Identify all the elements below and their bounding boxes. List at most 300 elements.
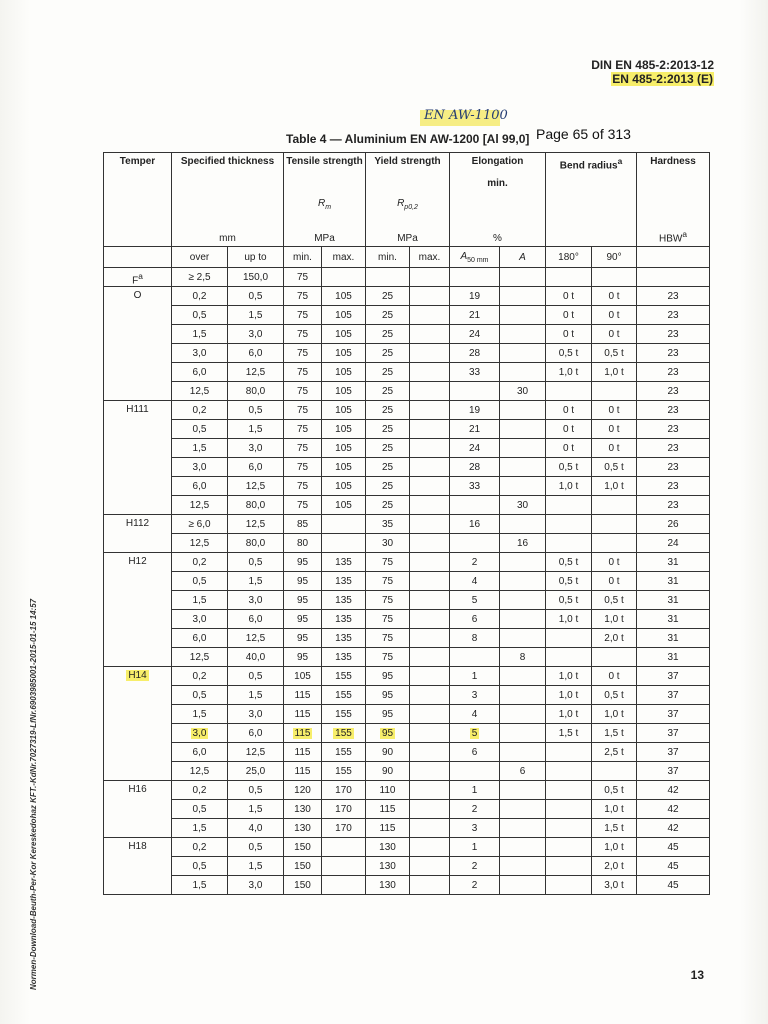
cell-value: 31 <box>667 632 679 644</box>
cell-value: 37 <box>667 746 679 758</box>
table-cell <box>450 553 500 572</box>
table-cell <box>500 496 546 515</box>
cell-value: 4,0 <box>248 822 263 834</box>
table-cell <box>172 496 228 515</box>
table-cell <box>500 610 546 629</box>
cell-value: 30 <box>381 537 394 549</box>
table-cell <box>592 629 637 648</box>
table-cell <box>592 325 637 344</box>
table-cell <box>322 363 366 382</box>
table-cell <box>410 838 450 857</box>
table-cell <box>322 629 366 648</box>
cell-value: 0,2 <box>192 841 207 853</box>
table-cell <box>637 762 710 781</box>
table-cell <box>546 553 592 572</box>
table-row <box>104 401 710 420</box>
cell-value: 1,5 t <box>558 727 579 739</box>
table-cell <box>450 762 500 781</box>
cell-value: 130 <box>379 879 396 891</box>
table-cell <box>637 325 710 344</box>
table-cell <box>500 857 546 876</box>
cell-value: 105 <box>335 385 352 397</box>
cell-value: 6 <box>471 746 478 758</box>
table-cell <box>284 629 322 648</box>
table-cell <box>410 553 450 572</box>
table-cell <box>546 724 592 743</box>
cell-value: 0,5 <box>192 689 207 701</box>
cell-value: 0,5 t <box>604 594 624 606</box>
cell-value: 37 <box>667 670 679 682</box>
table-cell <box>592 876 637 895</box>
table-cell <box>546 610 592 629</box>
table-cell <box>228 762 284 781</box>
cell-value: 6,0 <box>248 461 263 473</box>
table-cell <box>637 800 710 819</box>
table-cell <box>637 781 710 800</box>
unit-percent: % <box>450 224 546 247</box>
table-cell <box>500 268 546 287</box>
cell-value: 150,0 <box>242 271 269 283</box>
table-cell <box>450 496 500 515</box>
table-cell <box>284 553 322 572</box>
table-cell <box>322 306 366 325</box>
table-cell <box>500 686 546 705</box>
table-row <box>104 553 710 572</box>
cell-value: 12,5 <box>245 518 266 530</box>
cell-value: 2 <box>471 879 478 891</box>
table-cell <box>546 325 592 344</box>
table-cell <box>592 458 637 477</box>
table-cell <box>500 629 546 648</box>
rp-symbol: R <box>397 198 405 209</box>
table-cell <box>450 344 500 363</box>
table-cell <box>500 477 546 496</box>
table-cell <box>322 705 366 724</box>
cell-value: 150 <box>294 841 311 853</box>
cell-value: 115 <box>294 746 311 758</box>
table-cell <box>450 591 500 610</box>
temper-cell <box>104 515 172 534</box>
cell-value: 12,5 <box>245 632 266 644</box>
cell-value: 0,5 t <box>558 461 579 473</box>
table-row <box>104 458 710 477</box>
cell-value: 0 t <box>608 328 620 340</box>
cell-value: 0,2 <box>192 404 207 416</box>
table-cell <box>366 819 410 838</box>
table-cell <box>410 477 450 496</box>
table-row <box>104 648 710 667</box>
col-180: 180° <box>546 247 592 268</box>
table-cell <box>284 325 322 344</box>
table-cell <box>366 743 410 762</box>
cell-value: 25 <box>381 366 394 378</box>
cell-value: 75 <box>296 347 309 359</box>
table-cell <box>546 629 592 648</box>
table-cell <box>284 439 322 458</box>
cell-value: 0,5 <box>192 803 207 815</box>
cell-value: 3 <box>471 822 478 834</box>
table-cell <box>172 667 228 686</box>
table-row <box>104 667 710 686</box>
table-cell <box>284 857 322 876</box>
table-cell <box>410 458 450 477</box>
cell-value: 21 <box>468 423 481 435</box>
table-cell <box>500 819 546 838</box>
table-cell <box>172 344 228 363</box>
cell-value: 23 <box>667 442 679 454</box>
header-hardness: Hardness <box>637 153 710 199</box>
cell-value: 135 <box>335 594 352 606</box>
table-cell <box>366 401 410 420</box>
cell-value: 155 <box>335 746 352 758</box>
table-cell <box>500 306 546 325</box>
table-cell <box>366 705 410 724</box>
cell-value: 25 <box>381 404 394 416</box>
cell-value: 23 <box>667 461 679 473</box>
cell-value: 0 t <box>608 423 620 435</box>
cell-value: 33 <box>468 366 481 378</box>
table-cell <box>637 705 710 724</box>
table-cell <box>592 382 637 401</box>
table-cell <box>410 724 450 743</box>
table-cell <box>637 439 710 458</box>
cell-value: 0,5 t <box>604 461 624 473</box>
table-cell <box>410 591 450 610</box>
cell-value: 3,0 <box>192 613 207 625</box>
table-cell <box>637 401 710 420</box>
header-temper: Temper <box>104 153 172 199</box>
table-cell <box>637 477 710 496</box>
cell-value: 115 <box>294 708 311 720</box>
cell-value: 24 <box>667 537 679 549</box>
table-cell <box>410 610 450 629</box>
table-cell <box>410 439 450 458</box>
table-cell <box>592 515 637 534</box>
cell-value: 0,5 <box>248 841 263 853</box>
a50-symbol: A <box>460 250 468 262</box>
elongation-label: Elongation <box>471 156 524 167</box>
cell-value: 150 <box>294 860 311 872</box>
cell-value: 0,2 <box>192 556 207 568</box>
table-cell <box>366 781 410 800</box>
cell-value: 0,5 t <box>558 556 579 568</box>
cell-value: 0,2 <box>192 784 207 796</box>
table-cell <box>284 268 322 287</box>
cell-value: 1,5 t <box>604 727 624 739</box>
table-row <box>104 743 710 762</box>
table-cell <box>228 325 284 344</box>
header-thickness: Specified thickness <box>172 153 284 199</box>
header-elongation <box>450 153 546 199</box>
table-cell <box>410 325 450 344</box>
cell-value: 28 <box>468 461 481 473</box>
cell-value: 1,5 <box>248 689 263 701</box>
cell-value: 105 <box>335 404 352 416</box>
cell-value: 25 <box>381 328 394 340</box>
cell-value: 115 <box>294 689 311 701</box>
table-cell <box>284 705 322 724</box>
table-cell <box>172 876 228 895</box>
table-cell <box>322 439 366 458</box>
table-cell <box>366 287 410 306</box>
cell-value: 2,5 t <box>604 746 624 758</box>
table-cell <box>172 610 228 629</box>
cell-value: 1 <box>471 670 478 682</box>
table-cell <box>322 401 366 420</box>
cell-value: 1 <box>471 784 478 796</box>
table-cell <box>500 344 546 363</box>
table-cell <box>637 287 710 306</box>
cell-value: 0 t <box>562 290 575 302</box>
table-cell <box>172 857 228 876</box>
table-cell <box>172 724 228 743</box>
cell-value: 33 <box>468 480 481 492</box>
cell-value: 6,0 <box>248 727 263 739</box>
table-cell <box>322 572 366 591</box>
cell-value: 23 <box>667 385 679 397</box>
table-cell <box>450 325 500 344</box>
table-cell <box>500 287 546 306</box>
cell-value: 75 <box>296 385 309 397</box>
table-cell <box>228 648 284 667</box>
cell-value: 1,5 <box>192 594 207 606</box>
cell-value: 155 <box>335 727 352 739</box>
table-cell <box>450 629 500 648</box>
cell-value: 0 t <box>562 442 575 454</box>
col-tensile-min: min. <box>284 247 322 268</box>
table-cell <box>592 401 637 420</box>
table-cell <box>228 591 284 610</box>
table-cell <box>546 857 592 876</box>
table-caption: Table 4 — Aluminium EN AW-1200 [Al 99,0] <box>286 132 530 146</box>
table-cell <box>366 610 410 629</box>
cell-value: 75 <box>296 309 309 321</box>
cell-value: 3,0 <box>192 347 207 359</box>
table-row <box>104 534 710 553</box>
cell-value: 120 <box>294 784 311 796</box>
table-cell <box>322 553 366 572</box>
table-cell <box>500 876 546 895</box>
table-cell <box>546 591 592 610</box>
table-cell <box>228 781 284 800</box>
table-cell <box>172 287 228 306</box>
table-cell <box>450 363 500 382</box>
hbw-label: HBW <box>659 233 683 244</box>
cell-value: 0,5 <box>248 556 263 568</box>
table-cell <box>410 534 450 553</box>
cell-value: 0,5 t <box>558 347 579 359</box>
cell-value: 3,0 <box>192 461 207 473</box>
table-cell <box>592 572 637 591</box>
cell-value: 0,5 <box>192 860 207 872</box>
temper-cell <box>104 401 172 420</box>
table-cell <box>637 743 710 762</box>
cell-value: 4 <box>471 575 478 587</box>
cell-value: 75 <box>296 423 309 435</box>
table-row <box>104 781 710 800</box>
table-row <box>104 819 710 838</box>
cell-value: 37 <box>667 765 679 777</box>
table-cell <box>500 363 546 382</box>
cell-value: 1,0 t <box>604 480 624 492</box>
table-cell <box>322 667 366 686</box>
bend-radius-label: Bend radius <box>559 160 618 172</box>
table-cell <box>637 515 710 534</box>
table-cell <box>410 287 450 306</box>
table-cell <box>592 705 637 724</box>
table-cell <box>637 572 710 591</box>
cell-value: 0 t <box>562 309 575 321</box>
table-row <box>104 629 710 648</box>
cell-value: 130 <box>379 860 396 872</box>
document-header <box>591 58 714 86</box>
cell-value: 0,5 t <box>558 594 579 606</box>
table-cell <box>592 667 637 686</box>
cell-value: 75 <box>381 632 394 644</box>
table-cell <box>546 705 592 724</box>
table-cell <box>228 857 284 876</box>
table-cell <box>592 306 637 325</box>
table-cell <box>592 800 637 819</box>
table-cell <box>322 420 366 439</box>
a-symbol: A <box>519 251 526 263</box>
table-cell <box>366 382 410 401</box>
table-cell <box>284 876 322 895</box>
table-cell <box>322 287 366 306</box>
table-row <box>104 876 710 895</box>
cell-value: 105 <box>335 328 352 340</box>
table-cell <box>366 838 410 857</box>
table-cell <box>546 648 592 667</box>
cell-value: 1,5 <box>192 879 207 891</box>
table-cell <box>284 458 322 477</box>
cell-value: 95 <box>381 670 394 682</box>
table-row <box>104 363 710 382</box>
table-cell <box>500 534 546 553</box>
cell-value: 80,0 <box>245 385 266 397</box>
cell-value: 155 <box>335 689 352 701</box>
cell-value: 80 <box>296 537 309 549</box>
table-cell <box>410 819 450 838</box>
cell-value: 16 <box>516 537 529 549</box>
cell-value: 37 <box>667 708 679 720</box>
table-cell <box>366 648 410 667</box>
cell-value: 16 <box>468 518 481 530</box>
table-cell <box>410 648 450 667</box>
cell-value: 115 <box>294 727 311 739</box>
table-cell <box>366 686 410 705</box>
cell-value: 0,5 <box>248 404 263 416</box>
table-cell <box>284 781 322 800</box>
table-cell <box>322 477 366 496</box>
table-cell <box>410 401 450 420</box>
cell-value: 31 <box>667 651 679 663</box>
table-cell <box>592 724 637 743</box>
cell-value: 0,5 <box>192 423 207 435</box>
table-cell <box>284 648 322 667</box>
table-cell <box>172 838 228 857</box>
table-cell <box>410 572 450 591</box>
table-cell <box>366 496 410 515</box>
table-cell <box>500 724 546 743</box>
table-cell <box>592 363 637 382</box>
cell-value: 0 t <box>608 575 620 587</box>
standard-id-en: EN 485-2:2013 (E) <box>612 72 713 86</box>
cell-value: 80,0 <box>245 499 266 511</box>
table-cell <box>637 629 710 648</box>
table-cell <box>322 743 366 762</box>
table-cell <box>546 743 592 762</box>
cell-value: 1,0 t <box>558 689 579 701</box>
header-bend-radius <box>546 153 637 199</box>
standard-id-de: DIN EN 485-2:2013-12 <box>591 58 714 72</box>
table-cell <box>450 477 500 496</box>
table-cell <box>410 781 450 800</box>
table-cell <box>637 268 710 287</box>
table-cell <box>322 876 366 895</box>
cell-value: 0 t <box>562 404 575 416</box>
table-cell <box>546 458 592 477</box>
elongation-min-label: min. <box>487 178 508 189</box>
cell-value: 90 <box>381 746 394 758</box>
cell-value: 110 <box>379 784 396 796</box>
table-cell <box>450 420 500 439</box>
table-cell <box>637 667 710 686</box>
cell-value: 75 <box>381 613 394 625</box>
table-cell <box>450 572 500 591</box>
table-cell <box>284 572 322 591</box>
cell-value: 0 t <box>562 423 575 435</box>
table-cell <box>546 686 592 705</box>
cell-value: 1,5 <box>192 708 207 720</box>
table-cell <box>366 629 410 648</box>
table-cell <box>637 591 710 610</box>
cell-value: 95 <box>296 594 309 606</box>
table-cell <box>228 420 284 439</box>
cell-value: 135 <box>335 613 352 625</box>
temper-cell <box>104 268 172 287</box>
cell-value: 1,0 t <box>604 708 624 720</box>
header-yield: Yield strength <box>366 153 450 199</box>
table-cell <box>284 287 322 306</box>
table-cell <box>410 686 450 705</box>
cell-value: 75 <box>296 328 309 340</box>
cell-value: 45 <box>667 879 679 891</box>
cell-value: 12,5 <box>189 385 210 397</box>
table-cell <box>366 344 410 363</box>
rp-subscript: p0,2 <box>404 204 418 211</box>
cell-value: 12,5 <box>189 651 210 663</box>
table-cell <box>592 686 637 705</box>
table-cell <box>322 610 366 629</box>
cell-value: 6,0 <box>248 613 263 625</box>
table-cell <box>546 838 592 857</box>
table-cell <box>450 648 500 667</box>
table-cell <box>637 819 710 838</box>
cell-value: 23 <box>667 404 679 416</box>
cell-value: 2 <box>471 803 478 815</box>
col-a <box>500 247 546 268</box>
table-cell <box>546 800 592 819</box>
table-cell <box>228 667 284 686</box>
cell-value: 12,5 <box>189 765 210 777</box>
table-cell <box>228 572 284 591</box>
table-cell <box>172 458 228 477</box>
col-tensile-max: max. <box>322 247 366 268</box>
cell-value: 6,0 <box>192 746 207 758</box>
table-cell <box>228 629 284 648</box>
table-cell <box>592 857 637 876</box>
